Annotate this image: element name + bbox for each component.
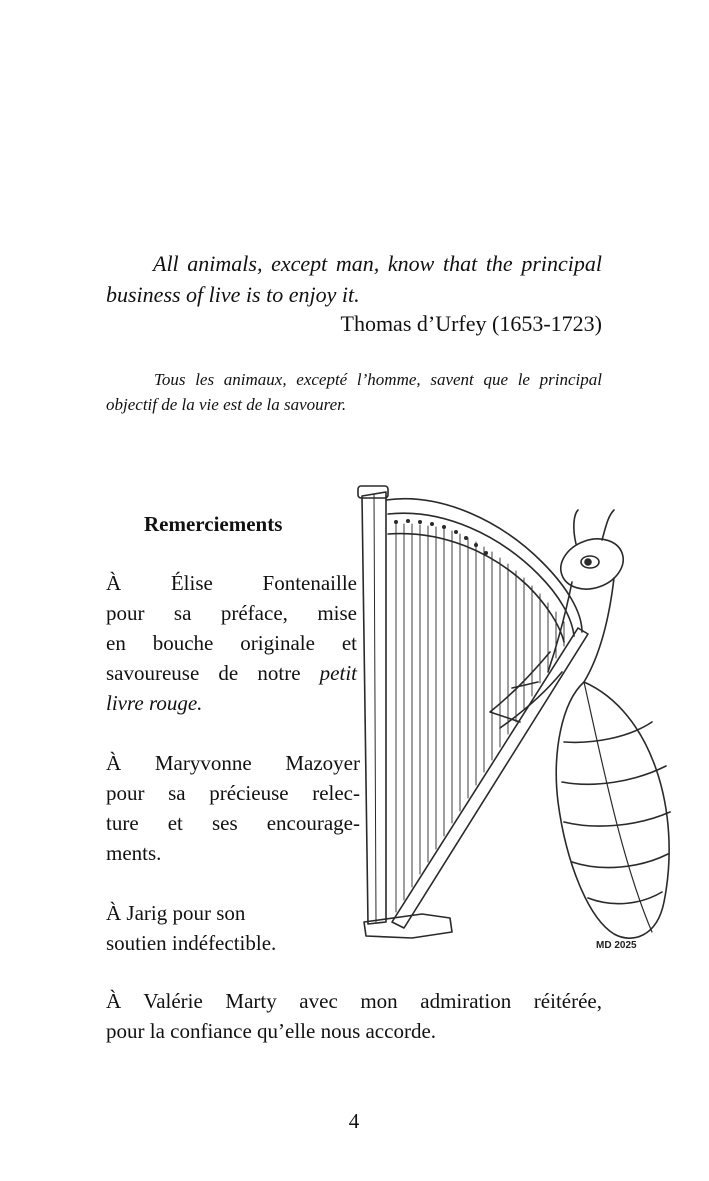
epigraph-french-translation: Tous les animaux, excepté l’homme, savent que le principal objectif de la vie est de la savourer. — [106, 370, 602, 414]
text-line: pour sa préface, mise — [106, 601, 357, 625]
text-line: pour la confiance qu’elle nous accorde. — [106, 1019, 437, 1043]
harp-drawing — [352, 482, 682, 962]
acknowledgements-title: Remerciements — [144, 512, 283, 536]
illustration-signature: MD 2025 — [596, 940, 637, 951]
text-line: en bouche originale et — [106, 631, 357, 655]
text-line: pour sa précieuse relec- — [106, 781, 360, 805]
text-line-with-italic — [106, 658, 357, 688]
text-line: soutien indéfectible. — [106, 931, 277, 955]
text-line: À Jarig pour son — [106, 901, 246, 925]
page-number: 4 — [348, 1109, 360, 1133]
acknowledgement-elise-fontenaille — [106, 568, 357, 718]
text-line: À Valérie Marty avec mon admiration réitérée, — [106, 989, 602, 1013]
text-segment: savoureuse de notre — [106, 661, 320, 685]
text-line — [106, 688, 357, 718]
acknowledgement-maryvonne-mazoyer — [106, 748, 360, 868]
acknowledgement-valerie-marty — [106, 986, 602, 1046]
insect-playing-harp-illustration — [352, 482, 682, 962]
book-title-italic: livre rouge. — [106, 691, 203, 715]
text-line: À Élise Fontenaille — [106, 571, 357, 595]
epigraph-author: Thomas d’Urfey (1653-1723) — [340, 311, 602, 336]
harp-strings — [396, 524, 564, 912]
epigraph-english-quote: All animals, except man, know that the principal business of live is to enjoy it. — [106, 251, 602, 307]
text-line: À Maryvonne Mazoyer — [106, 751, 360, 775]
text-line: ments. — [106, 841, 162, 865]
book-title-italic: petit — [319, 661, 357, 685]
acknowledgement-jarig — [106, 898, 306, 958]
text-line: ture et ses encourage- — [106, 811, 360, 835]
